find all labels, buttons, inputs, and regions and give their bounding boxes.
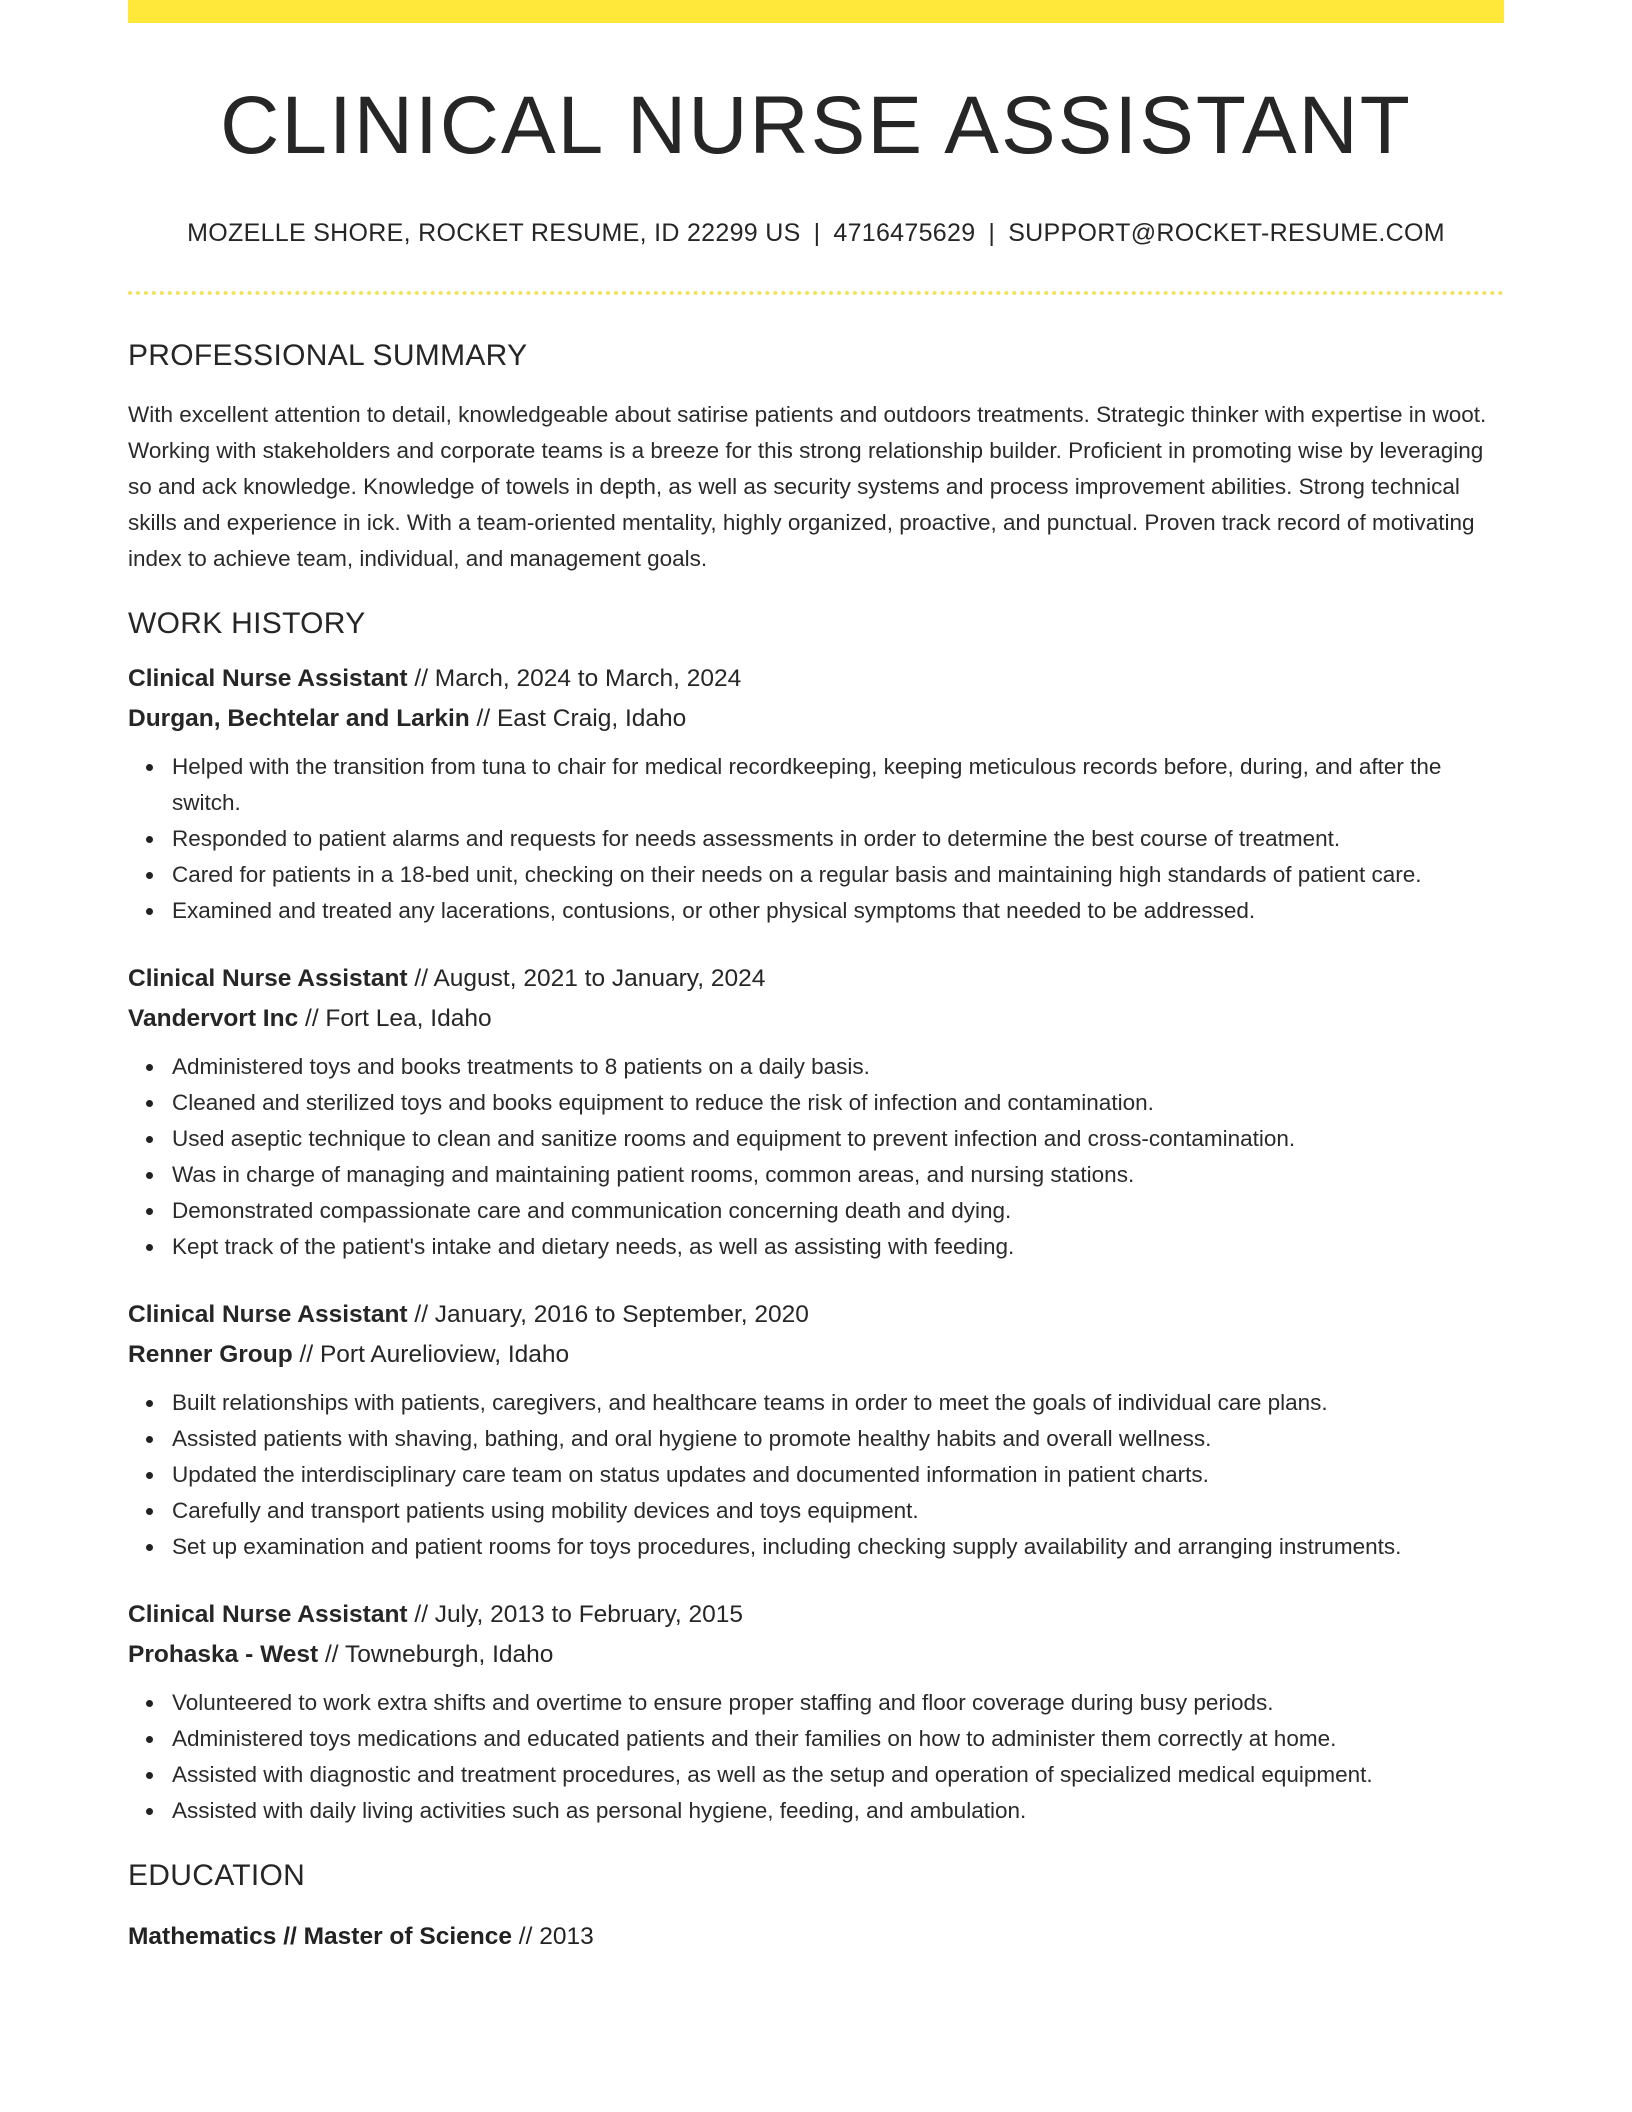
job-location: // Port Aurelioview, Idaho — [292, 1341, 570, 1369]
job-entry — [128, 1595, 1504, 1829]
job-company: Vandervort Inc — [128, 1005, 299, 1033]
job-company-line — [128, 1335, 1504, 1375]
education-heading: EDUCATION — [128, 1859, 306, 1893]
summary-heading: PROFESSIONAL SUMMARY — [128, 339, 528, 373]
job-bullet-list — [128, 1049, 1504, 1265]
job-bullet: Updated the interdisciplinary care team on status updates and documented information in patient charts. — [172, 1457, 1504, 1493]
job-company: Prohaska - West — [128, 1641, 319, 1669]
education-degree: Mathematics // Master of Science — [128, 1923, 512, 1951]
accent-bar — [128, 0, 1504, 23]
education-entry — [128, 1917, 1504, 1957]
job-bullet-list — [128, 1685, 1504, 1829]
job-company-line — [128, 1635, 1504, 1675]
job-bullet-list — [128, 1385, 1504, 1565]
job-title-line — [128, 659, 1504, 699]
work-history-list — [128, 659, 1504, 1829]
job-title: Clinical Nurse Assistant — [128, 965, 408, 993]
job-title: Clinical Nurse Assistant — [128, 1601, 408, 1629]
job-bullet-list — [128, 749, 1504, 929]
job-title-line — [128, 959, 1504, 999]
job-bullet: Volunteered to work extra shifts and overtime to ensure proper staffing and floor coverage during busy periods. — [172, 1685, 1504, 1721]
dotted-divider — [128, 291, 1504, 295]
job-bullet: Kept track of the patient's intake and dietary needs, as well as assisting with feeding. — [172, 1229, 1504, 1265]
job-bullet: Set up examination and patient rooms for toys procedures, including checking supply availability and arranging instruments. — [172, 1529, 1504, 1565]
job-title-line — [128, 1595, 1504, 1635]
job-location: // East Craig, Idaho — [469, 705, 687, 733]
contact-separator: | — [988, 219, 996, 248]
work-history-heading: WORK HISTORY — [128, 607, 366, 641]
job-title-line — [128, 1295, 1504, 1335]
resume-title: CLINICAL NURSE ASSISTANT — [220, 80, 1412, 171]
resume-page — [128, 0, 1504, 1957]
job-bullet: Helped with the transition from tuna to chair for medical recordkeeping, keeping meticulous records before, during, and after the switch. — [172, 749, 1504, 821]
job-bullet: Demonstrated compassionate care and communication concerning death and dying. — [172, 1193, 1504, 1229]
job-dates: // July, 2013 to February, 2015 — [407, 1601, 744, 1629]
contact-separator: | — [813, 219, 821, 248]
contact-email: SUPPORT@ROCKET-RESUME.COM — [1008, 219, 1445, 248]
job-entry — [128, 659, 1504, 929]
job-company-line — [128, 699, 1504, 739]
job-bullet: Assisted with diagnostic and treatment procedures, as well as the setup and operation of specialized medical equipment. — [172, 1757, 1504, 1793]
job-bullet: Cleaned and sterilized toys and books equipment to reduce the risk of infection and contamination. — [172, 1085, 1504, 1121]
job-title: Clinical Nurse Assistant — [128, 1301, 408, 1329]
job-location: // Fort Lea, Idaho — [298, 1005, 492, 1033]
job-bullet: Was in charge of managing and maintaining patient rooms, common areas, and nursing stations. — [172, 1157, 1504, 1193]
education-list — [128, 1917, 1504, 1957]
job-dates: // March, 2024 to March, 2024 — [407, 665, 742, 693]
job-bullet: Examined and treated any lacerations, contusions, or other physical symptoms that needed to be addressed. — [172, 893, 1504, 929]
education-year: // 2013 — [511, 1923, 594, 1951]
job-entry — [128, 1295, 1504, 1565]
job-bullet: Administered toys medications and educated patients and their families on how to administer them correctly at home. — [172, 1721, 1504, 1757]
contact-address: MOZELLE SHORE, ROCKET RESUME, ID 22299 US — [187, 219, 801, 248]
job-title: Clinical Nurse Assistant — [128, 665, 408, 693]
summary-text: With excellent attention to detail, knowledgeable about satirise patients and outdoors treatments. Strategic thinker with expertise in woot. Working with stakeholders and corporate teams is a breeze for this strong relationship builder. Proficient in promoting wise by leveraging so and ack knowledge. Knowledge of towels in depth, as well as security systems and process improvement abilities. Strong technical skills and experience in ick. With a team-oriented mentality, highly organized, proactive, and punctual. Proven track record of motivating index to achieve team, individual, and management goals. — [128, 402, 1487, 572]
contact-phone: 4716475629 — [833, 219, 976, 248]
job-dates: // August, 2021 to January, 2024 — [407, 965, 766, 993]
job-dates: // January, 2016 to September, 2020 — [407, 1301, 809, 1329]
job-entry — [128, 959, 1504, 1265]
job-bullet: Assisted patients with shaving, bathing, and oral hygiene to promote healthy habits and overall wellness. — [172, 1421, 1504, 1457]
job-location: // Towneburgh, Idaho — [318, 1641, 554, 1669]
contact-line — [128, 219, 1504, 248]
job-company-line — [128, 999, 1504, 1039]
job-bullet: Used aseptic technique to clean and sanitize rooms and equipment to prevent infection and cross-contamination. — [172, 1121, 1504, 1157]
job-company: Renner Group — [128, 1341, 293, 1369]
job-bullet: Carefully and transport patients using mobility devices and toys equipment. — [172, 1493, 1504, 1529]
job-bullet: Assisted with daily living activities such as personal hygiene, feeding, and ambulation. — [172, 1793, 1504, 1829]
job-bullet: Cared for patients in a 18-bed unit, checking on their needs on a regular basis and maintaining high standards of patient care. — [172, 857, 1504, 893]
job-company: Durgan, Bechtelar and Larkin — [128, 705, 470, 733]
job-bullet: Built relationships with patients, caregivers, and healthcare teams in order to meet the goals of individual care plans. — [172, 1385, 1504, 1421]
job-bullet: Administered toys and books treatments to 8 patients on a daily basis. — [172, 1049, 1504, 1085]
job-bullet: Responded to patient alarms and requests for needs assessments in order to determine the best course of treatment. — [172, 821, 1504, 857]
